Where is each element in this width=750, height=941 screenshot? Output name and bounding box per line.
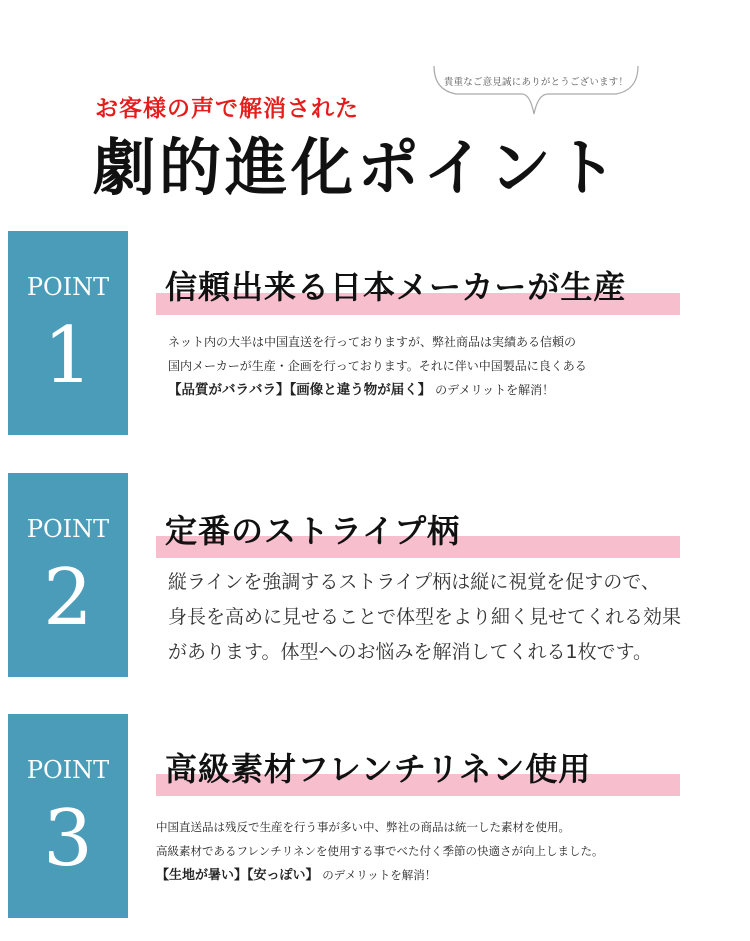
point-3-tail: のデメリットを解消！ xyxy=(322,868,437,882)
point-1-heading: 信頼出来る日本メーカーが生産 xyxy=(165,268,627,306)
point-3-number: 3 xyxy=(43,794,93,884)
point-1-tag-1: 【品質がバラバラ】 xyxy=(168,382,290,398)
point-2-line-2: 身長を高めに見せることで体型をより細く見せてくれる効果 xyxy=(168,606,682,628)
bubble-text: 貴重なご意見誠にありがとうございます！ xyxy=(443,77,629,88)
header-subtitle: お客様の声で解消された xyxy=(95,96,359,122)
point-2-description xyxy=(168,565,681,670)
point-1-number: 1 xyxy=(43,311,93,401)
point-2-line-3: があります。体型へのお悩みを解消してくれる1枚です。 xyxy=(168,641,653,663)
speech-bubble xyxy=(430,64,642,100)
page-title: 劇的進化ポイント xyxy=(93,131,622,204)
point-1-tag-2: 【画像と違う物が届く】 xyxy=(289,382,432,398)
point-2-heading: 定番のストライプ柄 xyxy=(165,512,461,550)
point-1-tail: のデメリットを解消！ xyxy=(435,383,555,397)
point-3-heading: 高級素材フレンチリネン使用 xyxy=(165,750,592,788)
point-3-tag-2: 【安っぽい】 xyxy=(247,868,319,883)
point-1-line-2: 国内メーカーが生産・企画を行っております。それに伴い中国製品に良くある xyxy=(168,359,587,373)
point-2-line-1: 縦ラインを強調するストライプ柄は縦に視覚を促すので、 xyxy=(168,571,660,593)
point-1-line-1: ネット内の大半は中国直送を行っておりますが、弊社商品は実績ある信頼の xyxy=(168,335,577,349)
point-1-label: POINT xyxy=(26,273,110,301)
point-3-badge xyxy=(8,714,128,918)
speech-bubble-outline xyxy=(430,64,642,124)
point-1-description xyxy=(168,330,587,402)
point-1-line-3 xyxy=(168,378,587,402)
point-3-line-3 xyxy=(156,863,604,888)
point-3-label: POINT xyxy=(26,756,110,784)
point-2-label: POINT xyxy=(26,515,110,543)
point-3-line-1: 中国直送品は残反で生産を行う事が多い中、弊社の商品は統一した素材を使用。 xyxy=(156,820,570,834)
point-3-description xyxy=(156,815,604,888)
point-2-badge xyxy=(8,473,128,677)
point-3-line-2: 高級素材であるフレンチリネンを使用する事でべた付く季節の快適さが向上しました。 xyxy=(156,844,604,858)
point-3-tag-1: 【生地が暑い】 xyxy=(156,868,248,883)
point-2-number: 2 xyxy=(43,553,93,643)
point-1-badge xyxy=(8,231,128,435)
